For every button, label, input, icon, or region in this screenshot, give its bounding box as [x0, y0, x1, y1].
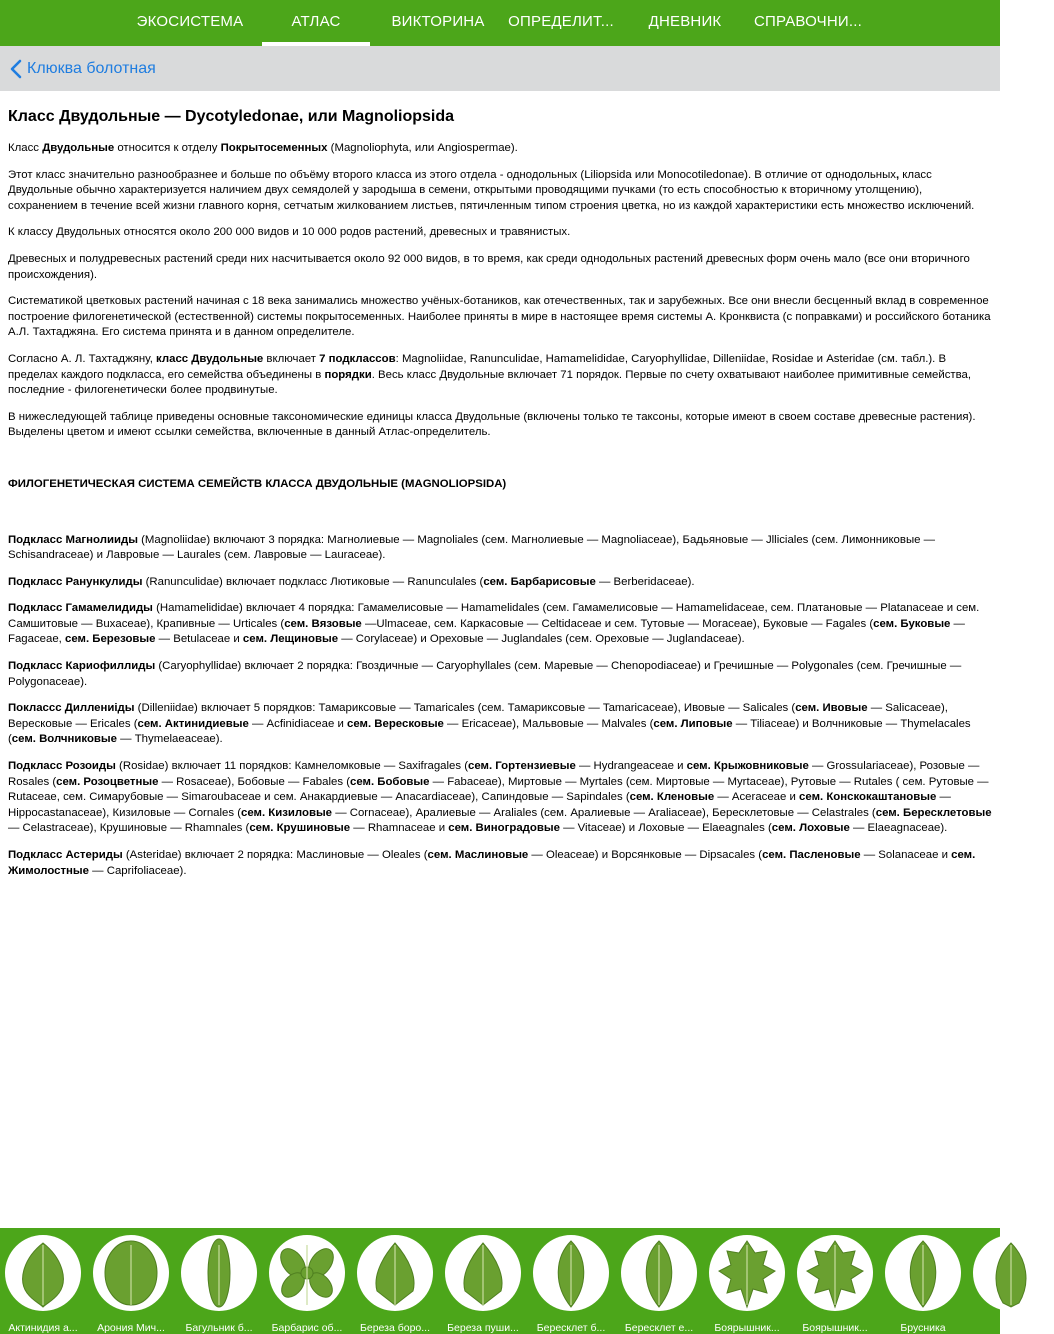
bold-term: сем. Гортензиевые	[468, 760, 576, 773]
tab-diary[interactable]: ДНЕВНИК	[648, 13, 722, 30]
leaf-serrate-icon	[973, 1235, 1049, 1311]
text-run: Древесных и полудревесных растений среди них насчитывается около 92 000 видов, в то время, как среди однодольных растений древесных форм очень мало (все они вторичного происхождения).	[8, 252, 970, 281]
text-run: — Rhamnaceae и	[350, 822, 449, 835]
intro-paragraph	[8, 168, 992, 215]
text-run: : Magnoliidae, Ranunculidae, Hamamelididae, Caryophyllidae, Dilleniidae, Rosidae и Asteridae (см. табл.). В пределах каждого подкласса, его семейства объединены в	[8, 352, 947, 381]
tab-quiz[interactable]: ВИКТОРИНА	[391, 13, 485, 30]
leaf-heart-icon	[5, 1235, 81, 1311]
plant-label: Бересклет е...	[624, 1322, 694, 1334]
plant-item[interactable]	[704, 1235, 790, 1334]
bold-term: Подкласс Астериды	[8, 849, 123, 861]
bold-term: сем. Вересковые	[347, 717, 444, 730]
text-run: — Rosaceae), Бобовые — Fabales (	[158, 775, 350, 788]
text-run: (Magnoliophyta, или Angiospermae).	[327, 142, 518, 154]
subclass-paragraph	[8, 601, 992, 648]
plant-thumbnail	[533, 1235, 609, 1311]
text-run: (Hamamelididae) включает 4 порядка: Гамамелисовые — Hamamelidales (сем. Гамамелисовые — Hamamelidaceae, сем. Платановые — Platanaceae и сем. Самшитовые — Buxaceae), Крапивные — Urticales (	[8, 602, 980, 630]
subclass-paragraph	[8, 759, 992, 837]
text-run: — Fabaceae), Миртовые — Myrtales (сем. Миртовые — Myrtaceae), Рутовые — Rutales ( сем. Рутовые — Rutaceae, сем. Симарубовые — Simaroubaceae и сем. Анакардиевые — Anacardiaceae), Сапиндовые — Sapindales (	[8, 775, 989, 804]
plant-label: Боярышник...	[802, 1322, 868, 1334]
text-run: (Rosidae) включает 11 порядков: Камнеломковые — Saxifragales (	[115, 760, 469, 773]
text-run: — Oleaceae) и Ворсянковые — Dipsacales (	[528, 849, 763, 861]
plant-thumbnail	[269, 1235, 345, 1311]
text-run: — Hydrangeaceae и	[575, 760, 687, 773]
text-run: — Grossulariaceae), Розовые — Rosales (	[8, 760, 980, 788]
subclass-paragraph	[8, 659, 992, 690]
bold-term: ,	[895, 168, 900, 181]
text-run: — Salicaceae), Вересковые — Ericales (	[8, 702, 948, 730]
leaf-oval-icon	[885, 1235, 961, 1311]
bold-term: порядки	[324, 368, 372, 381]
bold-term: сем. Кленовые	[629, 791, 715, 804]
plant-item[interactable]	[352, 1235, 438, 1334]
article-title: Класс Двудольные — Dycotyledonae, или Magnoliopsida	[8, 108, 455, 125]
intro-paragraph	[8, 294, 992, 341]
plant-thumbnail	[357, 1235, 433, 1311]
text-run: — Thymelaeaceae).	[117, 733, 223, 746]
leaf-birch-icon	[357, 1235, 433, 1311]
text-run: —Ulmaceae, сем. Каркасовые — Celtidaceae и сем. Тутовые — Moraceae), Буковые — Fagales (	[361, 617, 874, 630]
plant-label: Актинидия а...	[8, 1322, 78, 1334]
plant-thumbnail	[621, 1235, 697, 1311]
text-run: (Caryophyllidae) включает 2 порядка: Гвоздичные — Caryophyllales (сем. Маревые — Chenopodiaceae) и Гречишные — Polygonales (сем. Гречишные — Polygonaceae).	[8, 660, 962, 688]
text-run: — Berberidaceae).	[595, 575, 695, 588]
plant-carousel[interactable]	[0, 1228, 1023, 1334]
bold-term: сем. Лещиновые	[242, 633, 339, 646]
plant-thumbnail	[445, 1235, 521, 1311]
plant-thumbnail	[181, 1235, 257, 1311]
text-run: (Magnoliidae) включают 3 порядка: Магнолиевые — Magnoliales (сем. Магнолиевые — Magnoliaceae), Бадьяновые — Jlliciales (сем. Лимонниковые — Schisandraceae) и Лавровые — Laurales (сем. Лавровые — Lauraceae).	[8, 533, 936, 562]
bold-term: сем. Кизиловые	[241, 806, 333, 819]
plant-item[interactable]	[176, 1235, 262, 1334]
bold-term: Поклассс Диллениiды	[8, 702, 135, 715]
leaf-narrow-icon	[181, 1235, 257, 1311]
bold-term: сем. Буковые	[873, 617, 951, 630]
text-run: — Fagaceae,	[8, 617, 965, 646]
plant-item[interactable]	[88, 1235, 174, 1334]
plant-item[interactable]	[792, 1235, 878, 1334]
tab-reference[interactable]: СПРАВОЧНИ...	[754, 13, 862, 30]
plant-thumbnail	[709, 1235, 785, 1311]
text-run: относится к отделу	[114, 142, 221, 154]
leaf-cluster-icon	[269, 1235, 345, 1311]
plant-thumbnail	[5, 1235, 81, 1311]
bold-term: сем. Липовые	[653, 717, 733, 730]
text-run: (Ranunculidae) включает подкласс Лютиковые — Ranunculales (	[142, 575, 484, 588]
bold-term: сем. Крушиновые	[249, 822, 351, 835]
leaf-round-icon	[93, 1235, 169, 1311]
bold-term: сем. Маслиновые	[427, 849, 529, 861]
subclass-paragraph	[8, 533, 992, 564]
text-run: — Ericaceae), Мальвовые — Malvales (	[443, 717, 654, 730]
bold-term: сем. Виноградовые	[448, 822, 560, 835]
plant-thumbnail	[93, 1235, 169, 1311]
bold-term: Двудольные	[42, 142, 115, 154]
bold-term: Подкласс Магнолииды	[8, 533, 138, 546]
bold-term: сем. Конскокаштановые	[799, 791, 937, 804]
intro-paragraph	[8, 410, 992, 441]
plant-item[interactable]	[528, 1235, 614, 1334]
plant-label: Береза боро...	[359, 1322, 431, 1334]
text-run: — Hippocastanaceae), Кизиловые — Cornales (	[8, 791, 951, 819]
top-tab-bar	[0, 0, 1000, 46]
bold-term: 7 подклассов	[319, 352, 396, 365]
tab-ecosystem[interactable]: ЭКОСИСТЕМА	[136, 13, 244, 30]
text-run: — Acfinidiaceae и	[248, 717, 347, 730]
back-label: Клюква болотная	[27, 59, 156, 77]
leaf-oval-icon	[533, 1235, 609, 1311]
text-run: В нижеследующей таблице приведены основные таксономические единицы класса Двудольные (включены только те таксоны, которые имеют в своем составе древесные растения). Выделены цветом и имеют ссылки семейства, включенные в данный Атлас-определитель.	[8, 410, 976, 439]
text-run: — Tiliaceae) и Волчниковые — Thymelacales (	[8, 717, 971, 746]
bold-term: Подкласс Гамамелидиды	[8, 602, 153, 615]
bold-term: сем. Барбарисовые	[483, 575, 596, 588]
intro-section	[8, 141, 992, 441]
plant-item[interactable]	[880, 1235, 966, 1334]
text-run: (Asteridae) включает 2 порядка: Маслиновые — Oleales (	[122, 849, 428, 861]
bold-term: сем. Вязовые	[284, 617, 362, 630]
bold-term: сем. Бобовые	[350, 775, 430, 788]
text-run: — Celastraceae), Крушиновые — Rhamnales (	[8, 822, 250, 835]
text-run: Класс	[8, 142, 43, 154]
leaf-oval-icon	[621, 1235, 697, 1311]
plant-label: Брусника	[900, 1322, 946, 1334]
plant-label: Бузи	[999, 1322, 1023, 1334]
text-run: — Cornaceae), Аралиевые — Araliales (сем. Аралиевые — Araliaceae), Бересклетовые — Celastrales (	[332, 806, 876, 819]
intro-paragraph	[8, 252, 992, 283]
plant-label: Боярышник...	[714, 1322, 780, 1334]
bold-term: Подкласс Розоиды	[8, 760, 116, 773]
article-content	[8, 91, 992, 890]
text-run: — Caprifoliaceae).	[89, 864, 187, 877]
bold-term: сем. Волчниковые	[11, 733, 117, 746]
text-run: — Vitaceae) и Лоховые — Elaeagnales (	[559, 822, 772, 835]
plant-item[interactable]	[440, 1235, 526, 1334]
text-run: — Elaeagnaceae).	[849, 822, 948, 835]
plant-item[interactable]	[264, 1235, 350, 1334]
text-run: — Corylaceae) и Ореховые — Juglandales (сем. Ореховые — Juglandaceae).	[338, 633, 745, 646]
plant-label: Бересклет б...	[536, 1322, 606, 1334]
subclass-paragraph	[8, 848, 992, 879]
leaf-lobed-icon	[709, 1235, 785, 1311]
bold-term: сем. Лоховые	[771, 822, 850, 835]
intro-paragraph	[8, 141, 992, 157]
back-button[interactable]	[10, 46, 156, 91]
tab-identifier[interactable]: ОПРЕДЕЛИТ...	[508, 13, 614, 30]
plant-label: Барбарис об...	[271, 1322, 343, 1334]
bold-term: сем. Крыжовниковые	[686, 760, 809, 773]
leaf-lobed-icon	[797, 1235, 873, 1311]
bold-term: сем. Пасленовые	[762, 849, 861, 861]
leaf-birch-icon	[445, 1235, 521, 1311]
bold-term: Покрытосеменных	[220, 142, 328, 154]
subclass-section	[8, 533, 992, 880]
text-run: К классу Двудольных относятся около 200 000 видов и 10 000 родов растений, древесных и травянистых.	[8, 226, 571, 239]
text-run: класс Двудольные обычно характеризуется наличием двух семядолей у зародыша в семени, открытыми проводящими пучками (то есть способностью к вторичному утолщению), сохранением в течение всей жизни главного корня, сетчатым жилкованием листьев, пятичленным типом строения цветка, но из каждой характеристики есть множество исключений.	[8, 168, 975, 212]
bold-term: сем. Актинидиевые	[137, 717, 249, 730]
bold-term: сем. Бересклетовые	[875, 806, 992, 819]
plant-item[interactable]	[968, 1235, 1054, 1334]
plant-item[interactable]	[616, 1235, 702, 1334]
bold-term: сем. Розоцветные	[56, 775, 159, 788]
bold-term: Подкласс Ранункулиды	[8, 575, 143, 588]
text-run: Систематикой цветковых растений начиная с 18 века занимались множество учёных-ботаников, как отечественных, так и зарубежных. Все они внесли бесценный вклад в современное построение филогенетической (естественной) системы покрытосеменных. Наиболее приняты в мире в настоящее время системы А. Кронквиста (с поправками) и российского ботаника А.Л. Тахтаджяна. Его система принята и в данном определителе.	[8, 295, 991, 339]
text-run: (Dilleniidae) включает 5 порядков: Тамариксовые — Tamaricales (сем. Тамариксовые — Tamaricaceae), Ивовые — Salicales (	[134, 702, 796, 715]
bold-term: Подкласс Кариофиллиды	[8, 660, 156, 673]
intro-paragraph	[8, 225, 992, 241]
text-run: — Solanaceae и	[860, 849, 952, 861]
plant-label: Багульник б...	[185, 1322, 253, 1334]
bold-term: класс Двудольные	[156, 352, 264, 365]
text-run: . Весь класс Двудольные включает 71 порядок. Первые по счету охватывают наиболее примитивные семейства, последние - филогенетически более продвинутые.	[8, 368, 972, 397]
text-run: Этот класс значительно разнообразнее и больше по объёму второго класса из этого отдела - однодольных (Liliopsida или Monocotiledonae). В отличие от однодольных	[8, 168, 896, 181]
plant-thumbnail	[797, 1235, 873, 1311]
navigation-bar	[0, 46, 1000, 91]
text-run: Согласно А. Л. Тахтаджяну,	[8, 352, 157, 365]
tab-atlas[interactable]: АТЛАС	[262, 0, 370, 46]
subclass-paragraph	[8, 575, 992, 591]
plant-thumbnail	[973, 1235, 1049, 1311]
chevron-left-icon	[10, 59, 22, 79]
plant-item[interactable]	[0, 1235, 86, 1334]
bold-term: сем. Жимолостные	[8, 849, 976, 877]
text-run: — Aceraceae и	[714, 791, 800, 804]
bold-term: сем. Березовые	[65, 633, 156, 646]
section-heading: ФИЛОГЕНЕТИЧЕСКАЯ СИСТЕМА СЕМЕЙСТВ КЛАССА ДВУДОЛЬНЫЕ (MAGNOLIOPSIDA)	[8, 477, 507, 490]
bold-term: сем. Ивовые	[795, 702, 868, 715]
plant-thumbnail	[885, 1235, 961, 1311]
plant-label: Береза пуши...	[447, 1322, 519, 1334]
intro-paragraph	[8, 352, 992, 399]
plant-label: Арония Мич...	[97, 1322, 165, 1334]
text-run: — Betulaceae и	[155, 633, 243, 646]
text-run: включает	[263, 352, 320, 365]
subclass-paragraph	[8, 701, 992, 748]
